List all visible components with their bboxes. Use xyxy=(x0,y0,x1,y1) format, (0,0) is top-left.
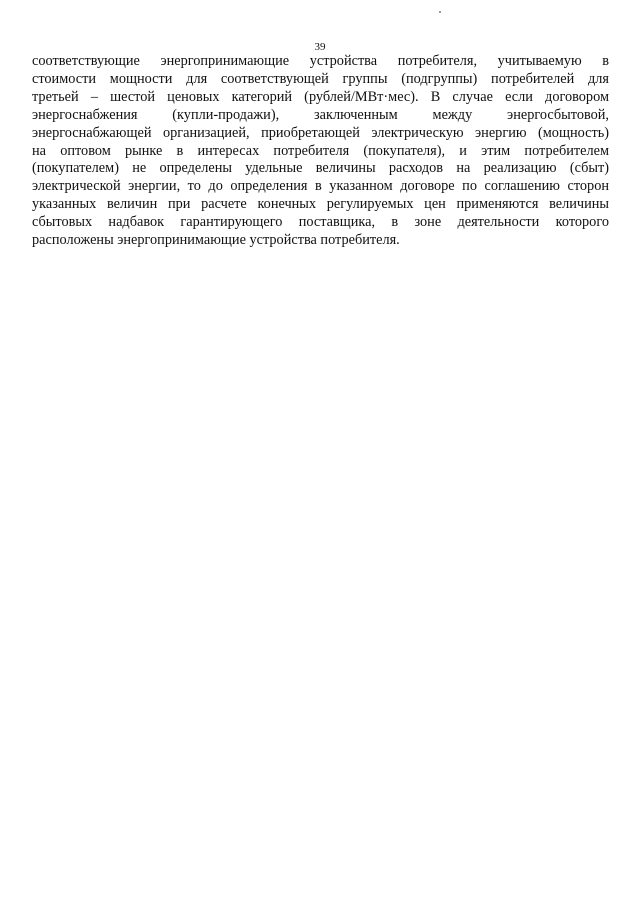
text-line: стоимости мощности для соответствующей группы (подгруппы) потребителей для xyxy=(32,70,609,87)
text-line: (покупателем) не определены удельные величины расходов на реализацию (сбыт) xyxy=(32,160,609,177)
text-line: на оптовом рынке в интересах потребителя (покупателя), и этим потребителем xyxy=(32,142,609,159)
text-line: расположены энергопринимающие устройства потребителя. xyxy=(32,232,400,249)
page-number: 39 xyxy=(314,41,326,53)
scan-speck xyxy=(439,11,441,13)
text-line: указанных величин при расчете конечных регулируемых цен применяются величины xyxy=(32,196,609,213)
text-line: сбытовых надбавок гарантирующего поставщика, в зоне деятельности которого xyxy=(32,214,609,231)
text-line: энергоснабжения (купли-продажи), заключенным между энергосбытовой, xyxy=(32,106,609,123)
text-line: соответствующие энергопринимающие устройства потребителя, учитываемую в xyxy=(32,53,609,69)
text-line: электрической энергии, то до определения в указанном договоре по соглашению сторон xyxy=(32,178,609,195)
text-line: третьей – шестой ценовых категорий (рублей/МВт·мес). В случае если договором xyxy=(32,88,609,105)
body-paragraph xyxy=(32,53,609,250)
text-line: энергоснабжающей организацией, приобретающей электрическую энергию (мощность) xyxy=(32,124,609,141)
